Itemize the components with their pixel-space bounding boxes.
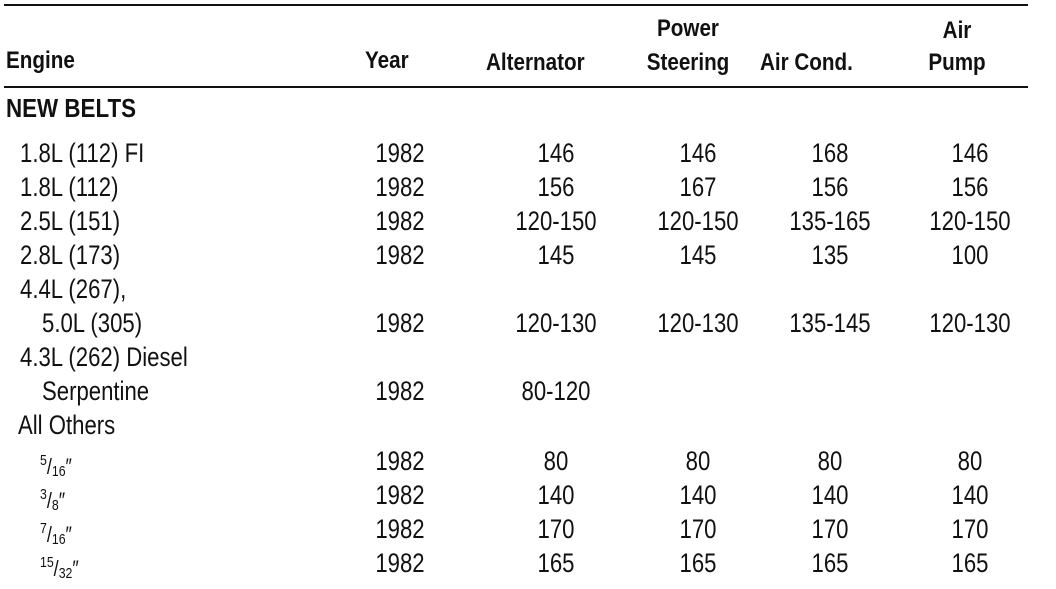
column-header-air-pump-line1: Air — [942, 17, 972, 44]
cell-engine: 2.5L (151) — [20, 206, 121, 236]
cell-power-steering: 170 — [679, 514, 717, 544]
cell-power-steering: 80 — [685, 446, 711, 476]
cell-air-pump: 120-130 — [929, 308, 1011, 338]
cell-power-steering: 140 — [679, 480, 717, 510]
section-title: NEW BELTS — [6, 93, 137, 123]
cell-power-steering: 165 — [679, 548, 717, 578]
cell-air-cond: 135-145 — [789, 308, 871, 338]
cell-power-steering: 146 — [679, 138, 717, 168]
fraction-numerator: 7 — [40, 520, 47, 537]
inch-mark: ″ — [65, 522, 72, 547]
fraction-denominator: 16 — [51, 463, 66, 480]
cell-year: 1982 — [375, 480, 425, 510]
fraction-slash: / — [46, 488, 52, 513]
cell-air-pump: 156 — [951, 172, 989, 202]
column-header-alternator: Alternator — [486, 49, 585, 76]
cell-year: 1982 — [375, 376, 425, 406]
column-header-engine: Engine — [6, 47, 75, 74]
cell-air-cond: 156 — [811, 172, 849, 202]
cell-alternator: 145 — [537, 240, 575, 270]
fraction-denominator: 16 — [51, 531, 66, 548]
fraction-slash: / — [46, 454, 52, 479]
cell-power-steering: 120-150 — [657, 206, 739, 236]
fraction-slash: / — [46, 522, 52, 547]
fraction-denominator: 8 — [51, 497, 59, 514]
cell-air-cond: 168 — [811, 138, 849, 168]
cell-air-pump: 80 — [957, 446, 983, 476]
cell-air-pump: 100 — [951, 240, 989, 270]
cell-engine — [40, 548, 79, 589]
cell-alternator: 165 — [537, 548, 575, 578]
column-header-power-steering-line2: Steering — [646, 49, 730, 76]
cell-alternator: 120-130 — [515, 308, 597, 338]
cell-alternator: 80-120 — [521, 376, 591, 406]
cell-year: 1982 — [375, 206, 425, 236]
column-header-air-cond: Air Cond. — [760, 49, 853, 76]
inch-mark: ″ — [58, 488, 66, 513]
fraction-numerator: 5 — [40, 452, 47, 469]
inch-mark: ″ — [65, 454, 72, 479]
cell-air-pump: 170 — [951, 514, 989, 544]
fraction-numerator: 15 — [40, 554, 54, 571]
cell-year: 1982 — [375, 308, 425, 338]
cell-air-cond: 135 — [811, 240, 849, 270]
cell-engine: 4.4L (267), — [20, 274, 127, 304]
cell-air-pump: 146 — [951, 138, 989, 168]
header-bottom-rule — [4, 86, 1028, 88]
cell-air-cond: 170 — [811, 514, 849, 544]
cell-year: 1982 — [375, 446, 425, 476]
column-header-power-steering-line1: Power — [657, 15, 719, 42]
fraction-denominator: 32 — [58, 565, 73, 582]
cell-power-steering: 145 — [679, 240, 717, 270]
column-header-air-pump-line2: Pump — [928, 49, 986, 76]
cell-year: 1982 — [375, 240, 425, 270]
cell-engine: 1.8L (112) FI — [20, 138, 145, 168]
cell-air-pump: 140 — [951, 480, 989, 510]
column-header-year: Year — [365, 47, 409, 74]
fraction-slash: / — [53, 556, 59, 581]
cell-alternator: 120-150 — [515, 206, 597, 236]
cell-air-cond: 135-165 — [789, 206, 871, 236]
cell-power-steering: 167 — [679, 172, 717, 202]
cell-air-cond: 165 — [811, 548, 849, 578]
cell-power-steering: 120-130 — [657, 308, 739, 338]
cell-engine: All Others — [18, 410, 116, 440]
cell-air-pump: 120-150 — [929, 206, 1011, 236]
cell-engine: Serpentine — [42, 376, 150, 406]
cell-alternator: 140 — [537, 480, 575, 510]
inch-mark: ″ — [72, 556, 79, 581]
cell-year: 1982 — [375, 172, 425, 202]
table-top-rule — [4, 4, 1028, 6]
cell-year: 1982 — [375, 138, 425, 168]
cell-year: 1982 — [375, 514, 425, 544]
fraction-numerator: 3 — [40, 486, 47, 503]
cell-engine: 5.0L (305) — [42, 308, 143, 338]
cell-engine: 1.8L (112) — [20, 172, 119, 202]
cell-air-cond: 80 — [817, 446, 843, 476]
cell-alternator: 156 — [537, 172, 575, 202]
cell-air-cond: 140 — [811, 480, 849, 510]
cell-engine: 4.3L (262) Diesel — [20, 342, 188, 372]
cell-air-pump: 165 — [951, 548, 989, 578]
cell-alternator: 146 — [537, 138, 575, 168]
cell-alternator: 170 — [537, 514, 575, 544]
cell-engine: 2.8L (173) — [20, 240, 121, 270]
cell-alternator: 80 — [543, 446, 569, 476]
cell-year: 1982 — [375, 548, 425, 578]
